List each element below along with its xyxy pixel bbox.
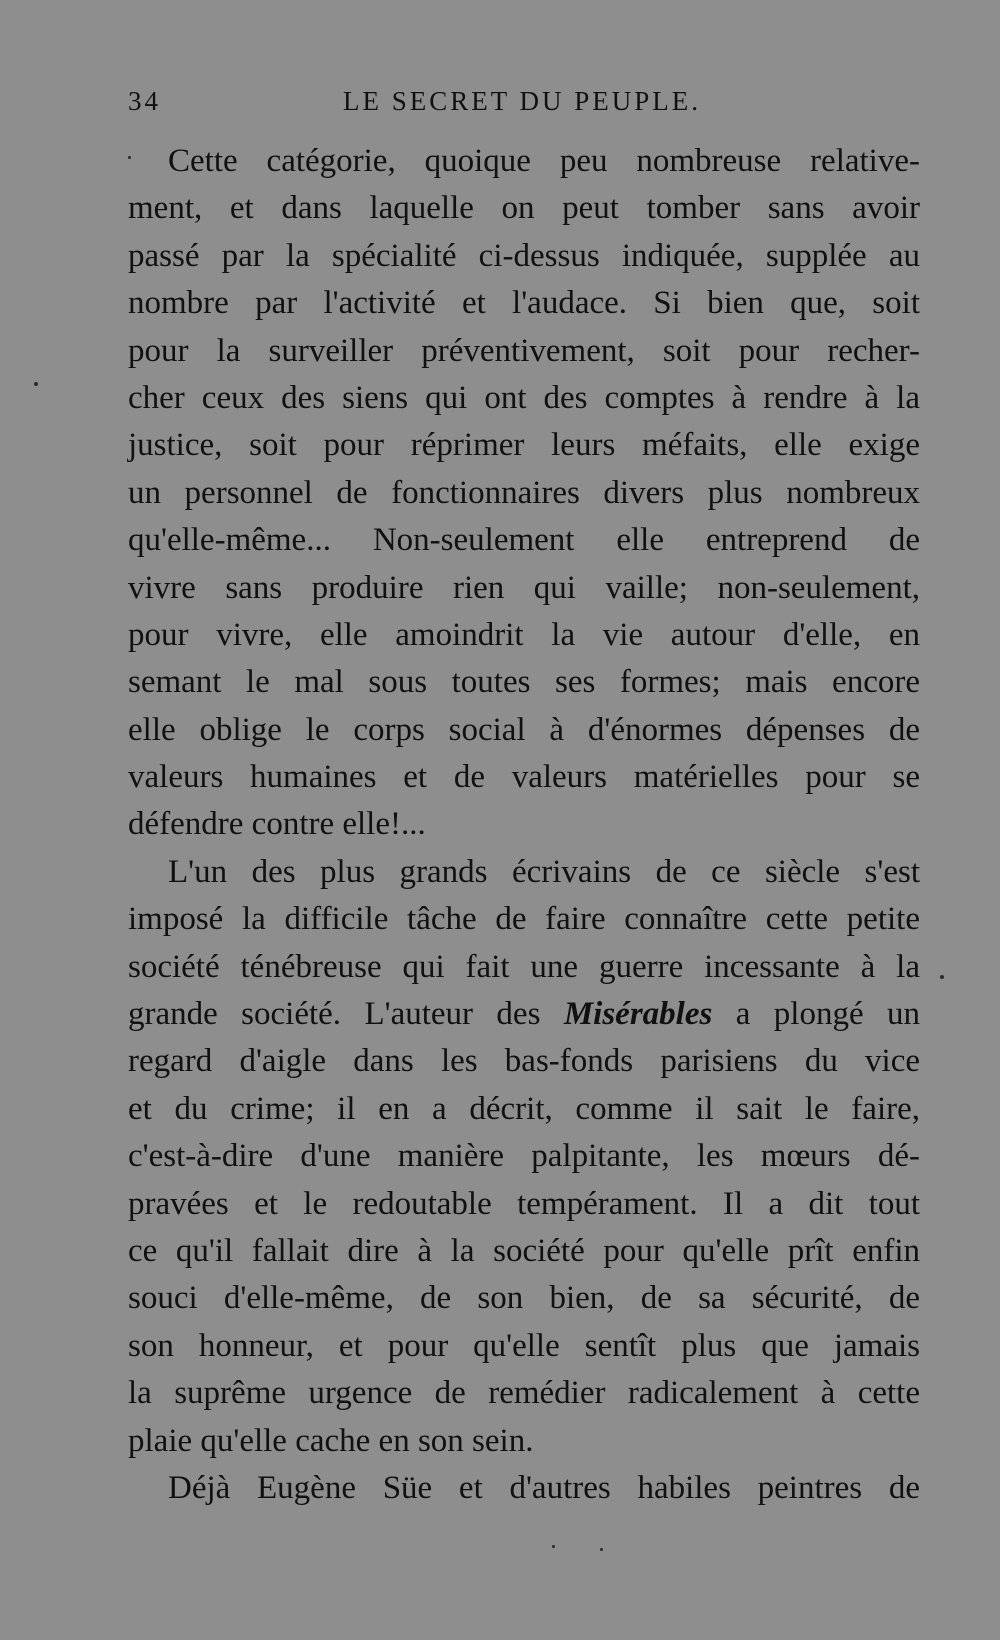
paragraph-1 — [128, 138, 920, 849]
text-line: justice, soit pour réprimer leurs méfaits, elle exige — [128, 427, 920, 464]
scan-speck — [34, 382, 38, 386]
text-line: pravées et le redoutable tempérament. Il a dit tout — [128, 1185, 920, 1222]
text-line: qu'elle-même... Non-seulement elle entreprend de — [128, 522, 920, 559]
scan-speck — [600, 1548, 603, 1551]
text-line: son honneur, et pour qu'elle sentît plus que jamais — [128, 1327, 920, 1364]
running-head — [128, 86, 708, 126]
text-line: société ténébreuse qui fait une guerre incessante à la — [128, 948, 920, 985]
text-line: la suprême urgence de remédier radicalement à cette — [128, 1375, 920, 1412]
text-line: imposé la difficile tâche de faire connaître cette petite — [128, 901, 920, 938]
text-line: défendre contre elle!... — [128, 806, 426, 843]
text-line: c'est-à-dire d'une manière palpitante, les mœurs dé- — [128, 1138, 920, 1175]
body-text — [128, 138, 920, 1512]
text-line: elle oblige le corps social à d'énormes dépenses de — [128, 711, 920, 748]
book-title-miserables: Misérables — [563, 996, 713, 1033]
text-line: pour la surveiller préventivement, soit pour recher- — [128, 332, 920, 369]
paragraph-3 — [128, 1465, 920, 1512]
scan-speck — [552, 1545, 555, 1548]
line-segment: grande société. L'auteur des — [128, 996, 541, 1033]
text-line — [128, 991, 920, 1038]
scan-speck — [128, 156, 131, 159]
scan-speck — [940, 975, 944, 979]
text-line: vivre sans produire rien qui vaille; non-seulement, — [128, 569, 920, 606]
text-line: plaie qu'elle cache en son sein. — [128, 1422, 534, 1459]
text-line: Déjà Eugène Süe et d'autres habiles peintres de — [168, 1469, 920, 1506]
book-title: LE SECRET DU PEUPLE. — [343, 86, 702, 116]
text-line: un personnel de fonctionnaires divers plus nombreux — [128, 474, 920, 511]
text-line: passé par la spécialité ci-dessus indiquée, supplée au — [128, 237, 920, 274]
text-line: valeurs humaines et de valeurs matérielles pour se — [128, 759, 920, 796]
text-line: ce qu'il fallait dire à la société pour qu'elle prît enfin — [128, 1232, 920, 1269]
text-line: souci d'elle-même, de son bien, de sa sécurité, de — [128, 1280, 920, 1317]
page-number: 34 — [128, 86, 161, 116]
text-line: regard d'aigle dans les bas-fonds parisiens du vice — [128, 1043, 920, 1080]
text-line: L'un des plus grands écrivains de ce siècle s'est — [168, 853, 920, 890]
text-line: ment, et dans laquelle on peut tomber sans avoir — [128, 190, 920, 227]
text-line: et du crime; il en a décrit, comme il sait le faire, — [128, 1090, 920, 1127]
text-line: nombre par l'activité et l'audace. Si bien que, soit — [128, 285, 920, 322]
paragraph-2 — [128, 849, 920, 1465]
text-line: semant le mal sous toutes ses formes; mais encore — [128, 664, 920, 701]
line-segment: a plongé un — [735, 996, 921, 1033]
text-line: cher ceux des siens qui ont des comptes à rendre à la — [128, 379, 920, 416]
text-line: Cette catégorie, quoique peu nombreuse relative- — [168, 143, 920, 179]
text-line: pour vivre, elle amoindrit la vie autour d'elle, en — [128, 616, 920, 653]
